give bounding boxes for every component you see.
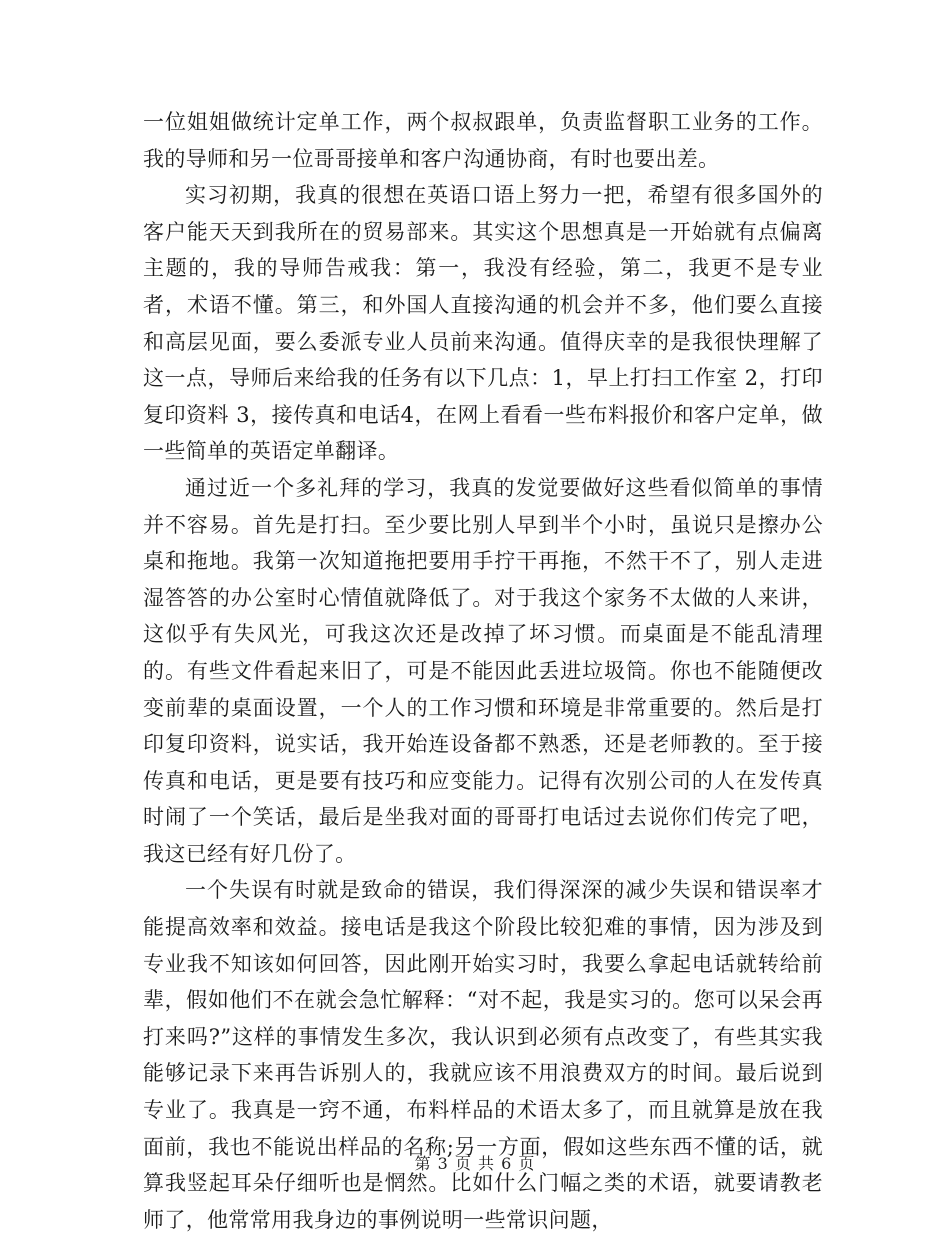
paragraph-2: 实习初期，我真的很想在英语口语上努力一把，希望有很多国外的客户能天天到我所在的贸易部来。其实这个思想真是一开始就有点偏离主题的，我的导师告戒我：第一，我没有经验，第二，我更不是专业者，术语不懂。第三，和外国人直接沟通的机会并不多，他们要么直接和高层见面，要么委派专业人员前来沟通。值得庆幸的是我很快理解了这一点，导师后来给我的任务有以下几点：1，早上打扫工作室 2，打印复印资料 3，接传真和电话4，在网上看看一些布料报价和客户定单，做一些简单的英语定单翻译。 [143,183,823,464]
paragraph-3: 通过近一个多礼拜的学习，我真的发觉要做好这些看似简单的事情并不容易。首先是打扫。至少要比别人早到半个小时，虽说只是擦办公桌和拖地。我第一次知道拖把要用手拧干再拖，不然干不了，别人走进湿答答的办公室时心情值就降低了。对于我这个家务不太做的人来讲，这似乎有失风光，可我这次还是改掉了坏习惯。而桌面是不能乱清理的。有些文件看起来旧了，可是不能因此丢进垃圾筒。你也不能随便改变前辈的桌面设置，一个人的工作习惯和环境是非常重要的。然后是打印复印资料，说实话，我开始连设备都不熟悉，还是老师教的。至于接传真和电话，更是要有技巧和应变能力。记得有次别公司的人在发传真时闹了一个笑话，最后是坐我对面的哥哥打电话过去说你们传完了吧，我这已经有好几份了。 [143,475,823,866]
page-number-footer: 第 3 页 共 6 页 [414,1154,536,1173]
paragraph-4: 一个失误有时就是致命的错误，我们得深深的减少失误和错误率才能提高效率和效益。接电话是我这个阶段比较犯难的事情，因为涉及到专业我不知该如何回答，因此刚开始实习时，我要么拿起电话就转给前辈，假如他们不在就会急忙解释：“对不起，我是实习的。您可以呆会再打来吗?”这样的事情发生多次，我认识到必须有点改变了，有些其实我能够记录下来再告诉别人的，我就应该不用浪费双方的时间。最后说到专业了。我真是一窍不通，布料样品的术语太多了，而且就算是放在我面前，我也不能说出样品的名称;另一方面，假如这些东西不懂的话，就算我竖起耳朵仔细听也是惘然。比如什么门幅之类的术语，就要请教老师了，他常常用我身边的事例说明一些常识问题， [143,878,823,1232]
paragraph-1: 一位姐姐做统计定单工作，两个叔叔跟单，负责监督职工业务的工作。我的导师和另一位哥哥接单和客户沟通协商，有时也要出差。 [143,110,823,171]
document-body [143,104,823,1238]
